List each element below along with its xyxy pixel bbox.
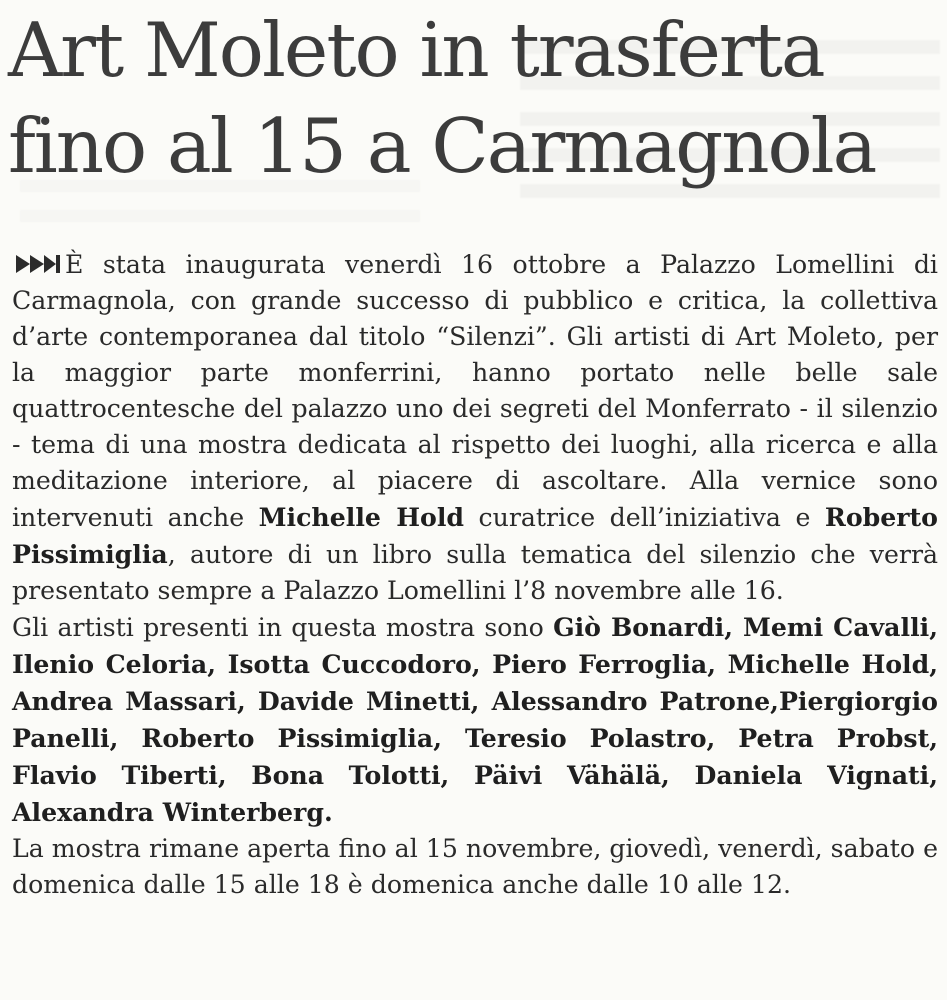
artists-intro: Gli artisti presenti in questa mostra sono (12, 613, 554, 642)
paragraph-hours: La mostra rimane aperta fino al 15 novembre, giovedì, venerdì, sabato e domenica dalle 15 alle 18 è domenica anche dalle 10 alle 12. (12, 834, 938, 899)
author-name: Roberto Pissimiglia (12, 502, 938, 569)
article-body (12, 247, 938, 903)
intro-text-a: È stata inaugurata venerdì 16 ottobre a Palazzo Lomellini di Carmagnola, con grande successo di pubblico e critica, la collettiva d’arte contemporanea dal titolo “Silenzi”. Gli artisti di Art Moleto, per la maggior parte monferrini, hanno portato nelle belle sale quattrocentesche del palazzo uno dei segreti del Monferrato - il silenzio - tema di una mostra dedicata al rispetto dei luoghi, alla ricerca e alla meditazione interiore, al piacere di ascoltare. Alla vernice sono intervenuti anche (12, 250, 938, 532)
intro-text-b: curatrice dell’iniziativa e (464, 503, 825, 532)
curator-name: Michelle Hold (258, 502, 464, 532)
paragraph-artists (12, 609, 938, 831)
fast-forward-bar-icon (12, 253, 62, 275)
paragraph-intro (12, 247, 938, 609)
intro-text-c: , autore di un libro sulla tematica del silenzio che verrà presentato sempre a Palazzo Lomellini l’8 novembre alle 16. (12, 540, 938, 605)
artists-period: . (323, 797, 333, 827)
article-headline (8, 2, 938, 194)
headline-line-1: Art Moleto in trasferta (8, 6, 824, 94)
headline-line-2: fino al 15 a Carmagnola (8, 102, 876, 190)
artists-list: Giò Bonardi, Memi Cavalli, Ilenio Celoria, Isotta Cuccodoro, Piero Ferroglia, Michelle Hold, Andrea Massari, Davide Minetti, Alessandro Patrone,Piergiorgio Panelli, Roberto Pissimiglia, Teresio Polastro, Petra Probst, Flavio Tiberti, Bona Tolotti, Päivi Vähälä, Daniela Vignati, Alexandra Winterberg (12, 612, 938, 827)
